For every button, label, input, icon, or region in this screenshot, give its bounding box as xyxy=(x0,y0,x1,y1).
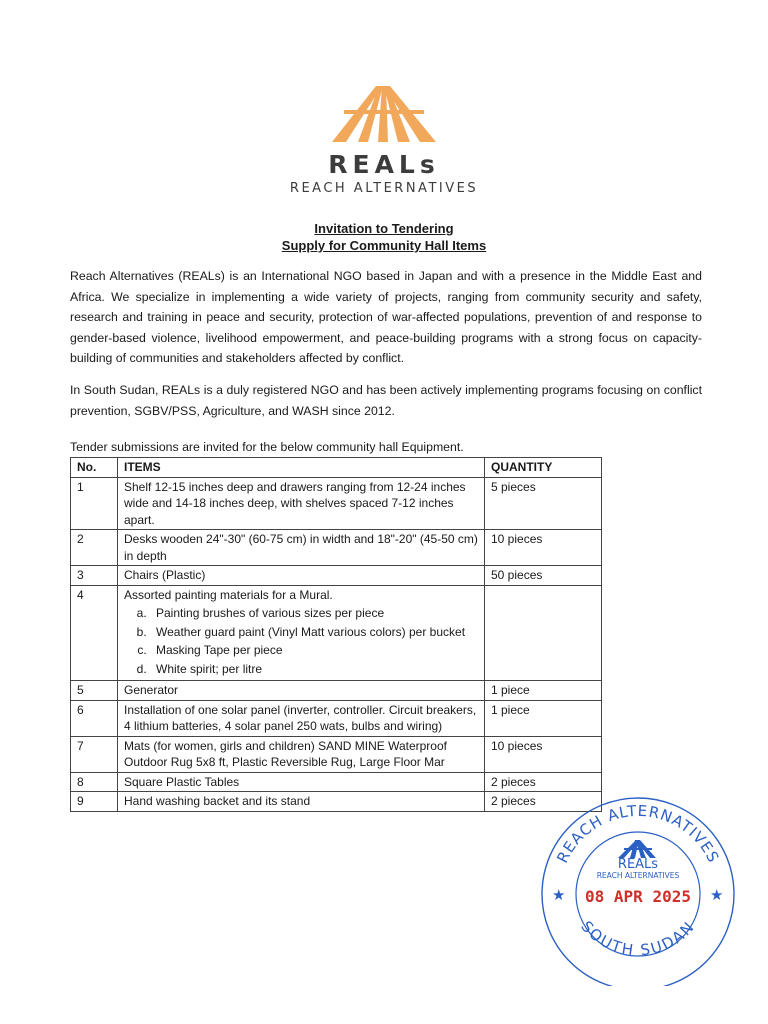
row-item: Chairs (Plastic) xyxy=(118,566,485,586)
row-quantity: 50 pieces xyxy=(485,566,602,586)
list-item: b. Weather guard paint (Vinyl Matt various colors) per bucket xyxy=(150,624,478,641)
stamp-bottom-text: SOUTH SUDAN xyxy=(577,917,699,960)
row-no: 5 xyxy=(71,681,118,701)
subitem-list xyxy=(124,605,478,677)
list-item: a. Painting brushes of various sizes per piece xyxy=(150,605,478,622)
row-quantity: 1 piece xyxy=(485,700,602,736)
row-item-with-subitems xyxy=(118,585,485,681)
star-icon: ★ xyxy=(710,887,724,904)
table-row xyxy=(71,736,602,772)
south-sudan-paragraph: In South Sudan, REALs is a duly registered NGO and has been actively implementing programs focusing on conflict prevention, SGBV/PSS, Agriculture, and WASH since 2012. xyxy=(70,383,702,418)
row-item: Installation of one solar panel (inverter, controller. Circuit breakers, 4 lithium batteries, 4 solar panel 250 wats, bulbs and wiring) xyxy=(118,700,485,736)
stamp-date: 08 APR 2025 xyxy=(585,887,691,906)
row-item: Generator xyxy=(118,681,485,701)
intro-paragraph: Reach Alternatives (REALs) is an International NGO based in Japan and with a presence in the Middle East and Africa. We specialize in implementing a wide variety of projects, ranging from community security and safety, research and training in peace and security, protection of war-affected populations, prevention of and response to gender-based violence, livelihood empowerment, and peace-building programs with a strong focus on capacity-building of communities and stakeholders affected by conflict. xyxy=(70,269,702,365)
stamp-top-text: REACH ALTERNATIVES xyxy=(553,801,723,866)
tender-intro: Tender submissions are invited for the below community hall Equipment. xyxy=(70,440,464,454)
table-header-row xyxy=(71,458,602,478)
row-item: Square Plastic Tables xyxy=(118,772,485,792)
table-row xyxy=(71,681,602,701)
table-row xyxy=(71,792,602,812)
row-no: 8 xyxy=(71,772,118,792)
table-row xyxy=(71,772,602,792)
row-no: 4 xyxy=(71,585,118,681)
items-table xyxy=(70,457,602,812)
table-row xyxy=(71,566,602,586)
header-items: ITEMS xyxy=(118,458,485,478)
table-row xyxy=(71,477,602,530)
row-no: 1 xyxy=(71,477,118,530)
row-no: 2 xyxy=(71,530,118,566)
star-icon: ★ xyxy=(552,887,566,904)
reals-logo-icon xyxy=(324,84,444,146)
row-no: 3 xyxy=(71,566,118,586)
row-item: Assorted painting materials for a Mural. xyxy=(124,587,333,602)
row-no: 6 xyxy=(71,700,118,736)
row-no: 9 xyxy=(71,792,118,812)
row-item: Hand washing backet and its stand xyxy=(118,792,485,812)
document-titles xyxy=(0,220,768,254)
row-quantity: 1 piece xyxy=(485,681,602,701)
table-row xyxy=(71,700,602,736)
table-row xyxy=(71,530,602,566)
title-line-1: Invitation to Tendering xyxy=(314,221,454,236)
official-stamp xyxy=(538,796,738,986)
row-item: Mats (for women, girls and children) SAND MINE Waterproof Outdoor Rug 5x8 ft, Plastic Reversible Rug, Large Floor Mar xyxy=(118,736,485,772)
list-item: c. Masking Tape per piece xyxy=(150,642,478,659)
brand-subtitle: REACH ALTERNATIVES xyxy=(289,181,479,196)
table-row xyxy=(71,585,602,681)
title-line-2: Supply for Community Hall Items xyxy=(281,238,487,253)
brand-name: REALs xyxy=(328,150,440,179)
list-item: d. White spirit; per litre xyxy=(150,661,478,678)
stamp-logo-icon xyxy=(618,840,656,858)
stamp-center-name: REALs xyxy=(617,857,659,872)
stamp-center-sub: REACH ALTERNATIVES xyxy=(596,871,680,880)
row-quantity: 5 pieces xyxy=(485,477,602,530)
header-quantity: QUANTITY xyxy=(485,458,602,478)
row-quantity xyxy=(485,585,602,681)
letterhead xyxy=(0,84,768,196)
row-item: Shelf 12-15 inches deep and drawers ranging from 12-24 inches wide and 14-18 inches deep, with shelves spaced 7-12 inches apart. xyxy=(118,477,485,530)
header-no: No. xyxy=(71,458,118,478)
row-quantity: 2 pieces xyxy=(485,772,602,792)
row-quantity: 10 pieces xyxy=(485,736,602,772)
row-quantity: 2 pieces xyxy=(485,792,602,812)
row-no: 7 xyxy=(71,736,118,772)
row-item: Desks wooden 24"-30" (60-75 cm) in width and 18"-20" (45-50 cm) in depth xyxy=(118,530,485,566)
row-quantity: 10 pieces xyxy=(485,530,602,566)
